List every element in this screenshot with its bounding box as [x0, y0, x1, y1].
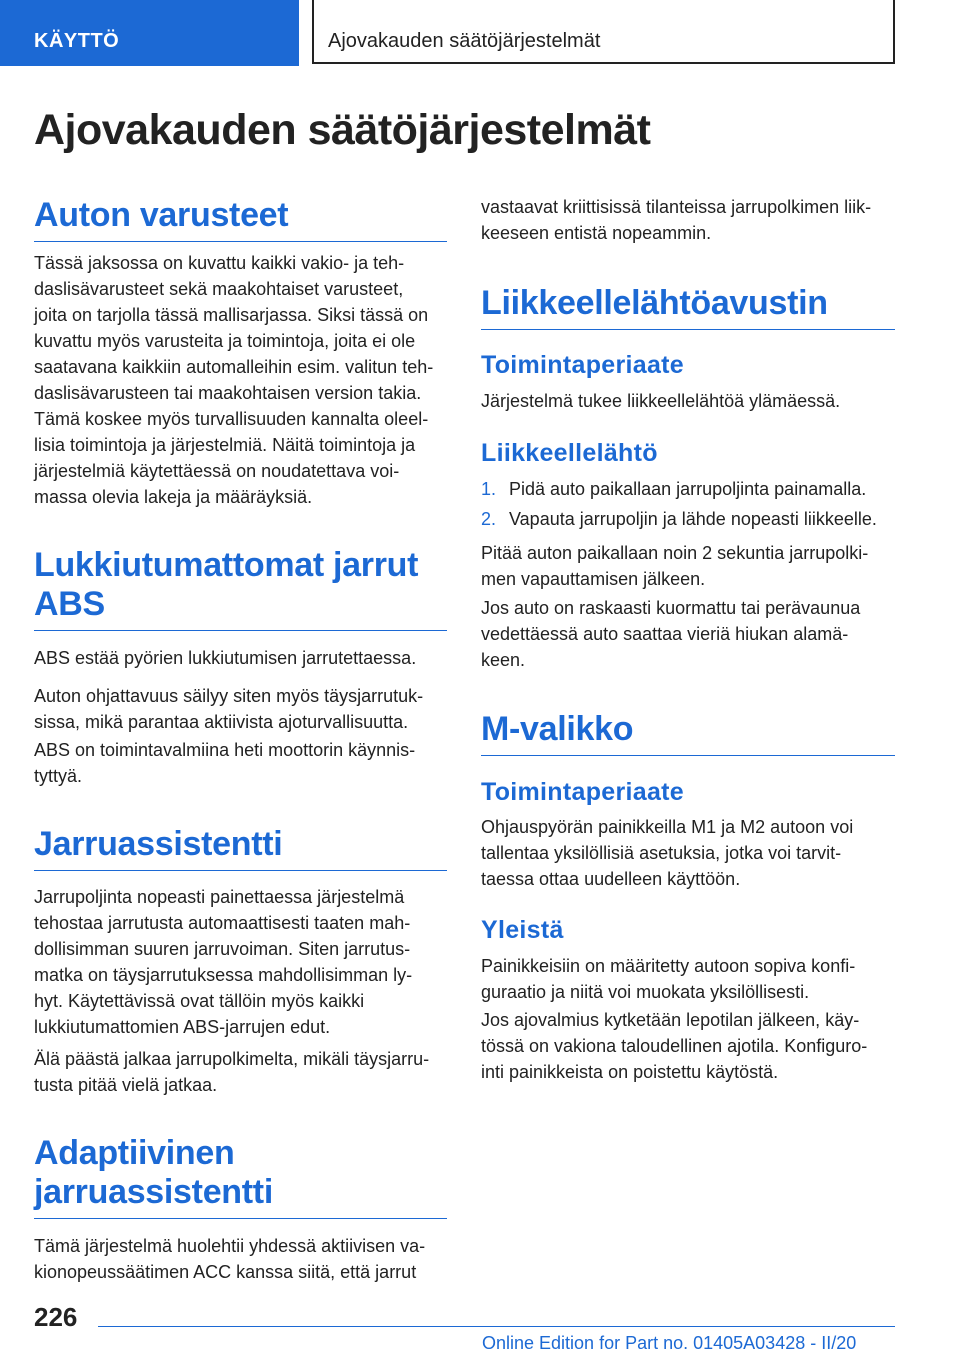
- paragraph-jarruassistentti-1: Jarrupoljinta nopeasti painettaessa järjestelmä tehostaa jarrutusta automaattisesti taaten mah- dollisimman suuren jarruvoiman. Siten jarrutus- matka on täysjarrutuksessa mahdollisimman ly- hyt. Käytettävissä ovat tällöin myös kaikki lukkiutumattomien ABS-jarrujen edut.: [34, 887, 413, 1037]
- heading-jarruassistentti: Jarruassistentti: [34, 825, 447, 871]
- heading-m-valikko: M-valikko: [481, 710, 895, 756]
- section-tab[interactable]: [0, 0, 299, 66]
- list-text: Pidä auto paikallaan jarrupoljinta painamalla.: [509, 479, 867, 499]
- paragraph-adaptiivinen: Tämä järjestelmä huolehtii yhdessä aktiivisen va- kionopeussäätimen ACC kanssa siitä, että jarrut: [34, 1236, 426, 1282]
- paragraph-auton-varusteet: Tässä jaksossa on kuvattu kaikki vakio- ja teh- daslisävarusteet sekä maakohtaiset varusteet, joita on tarjolla tässä mallisarjassa. Siksi tässä on kuvattu myös varusteita ja toimintoja, joita ei ole saatavana kaikkiin automalleihin esim. valitun teh- daslisävarusteen tai maakohtaisen version takia. Tämä koskee myös turvallisuuden kannalta oleel- lisia toimintoja ja järjestelmiä. Näitä toimintoja ja järjestelmiä käytettäessä on noudatettava voi- massa olevia lakeja ja määräyksiä.: [34, 253, 434, 507]
- paragraph-continued: vastaavat kriittisissä tilanteissa jarrupolkimen liik- keeseen entistä nopeammin.: [481, 197, 872, 243]
- chapter-header: [312, 0, 895, 64]
- chapter-header-label: Ajovakauden säätöjärjestelmät: [328, 30, 601, 52]
- subheading-liikkeellelahto: Liikkeellelähtö: [481, 439, 658, 467]
- subheading-yleista: Yleistä: [481, 916, 564, 944]
- paragraph-abs-1: ABS estää pyörien lukkiutumisen jarrutettaessa.: [34, 648, 417, 668]
- paragraph-abs-3: ABS on toimintavalmiina heti moottorin käynnis- tyttyä.: [34, 740, 416, 786]
- heading-adaptiivinen-jarruassistentti: Adaptiivinen jarruassistentti: [34, 1134, 447, 1219]
- subheading-toimintaperiaate-1: Toimintaperiaate: [481, 351, 684, 379]
- paragraph-yleista-1: Painikkeisiin on määritetty autoon sopiva konfi- guraatio ja niitä voi muokata yksilöllisesti.: [481, 956, 856, 1002]
- paragraph-liikkeellelahto-2: Jos auto on raskaasti kuormattu tai perävaunua vedettäessä auto saattaa vieriä hiukan alamä- keen.: [481, 598, 861, 670]
- paragraph-jarruassistentti-2: Älä päästä jalkaa jarrupolkimelta, mikäli täysjarru- tusta pitää vielä jatkaa.: [34, 1049, 430, 1095]
- subheading-toimintaperiaate-2: Toimintaperiaate: [481, 778, 684, 806]
- heading-abs: Lukkiutumattomat jarrut ABS: [34, 546, 447, 631]
- page-title: Ajovakauden säätöjärjestelmät: [34, 106, 651, 154]
- list-text: Vapauta jarrupoljin ja lähde nopeasti liikkeelle.: [509, 509, 877, 529]
- paragraph-liikkeellelahto-1: Pitää auton paikallaan noin 2 sekuntia jarrupolki- men vapauttamisen jälkeen.: [481, 543, 869, 589]
- list-number: 1.: [481, 479, 497, 499]
- footer-edition-text: Online Edition for Part no. 01405A03428 - II/20: [482, 1333, 857, 1353]
- heading-auton-varusteet: Auton varusteet: [34, 196, 447, 242]
- footer-divider: [98, 1326, 895, 1327]
- paragraph-toimintaperiaate-1: Järjestelmä tukee liikkeellelähtöä ylämäessä.: [481, 391, 841, 411]
- page-number: 226: [34, 1302, 78, 1332]
- section-tab-label: KÄYTTÖ: [34, 30, 120, 52]
- list-number: 2.: [481, 509, 497, 529]
- paragraph-yleista-2: Jos ajovalmius kytketään lepotilan jälkeen, käy- tössä on vakiona taloudellinen ajotila. Konfiguro- inti painikkeista on poistettu käytöstä.: [481, 1010, 868, 1082]
- paragraph-toimintaperiaate-2: Ohjauspyörän painikkeilla M1 ja M2 autoon voi tallentaa yksilöllisiä asetuksia, jotka voi tarvit- taessa ottaa uudelleen käyttöön.: [481, 817, 854, 889]
- paragraph-abs-2: Auton ohjattavuus säilyy siten myös täysjarrutuk- sissa, mikä parantaa aktiivista ajoturvallisuutta.: [34, 686, 424, 732]
- heading-liikkeellelahtoavustin: Liikkeellelähtöavustin: [481, 284, 895, 330]
